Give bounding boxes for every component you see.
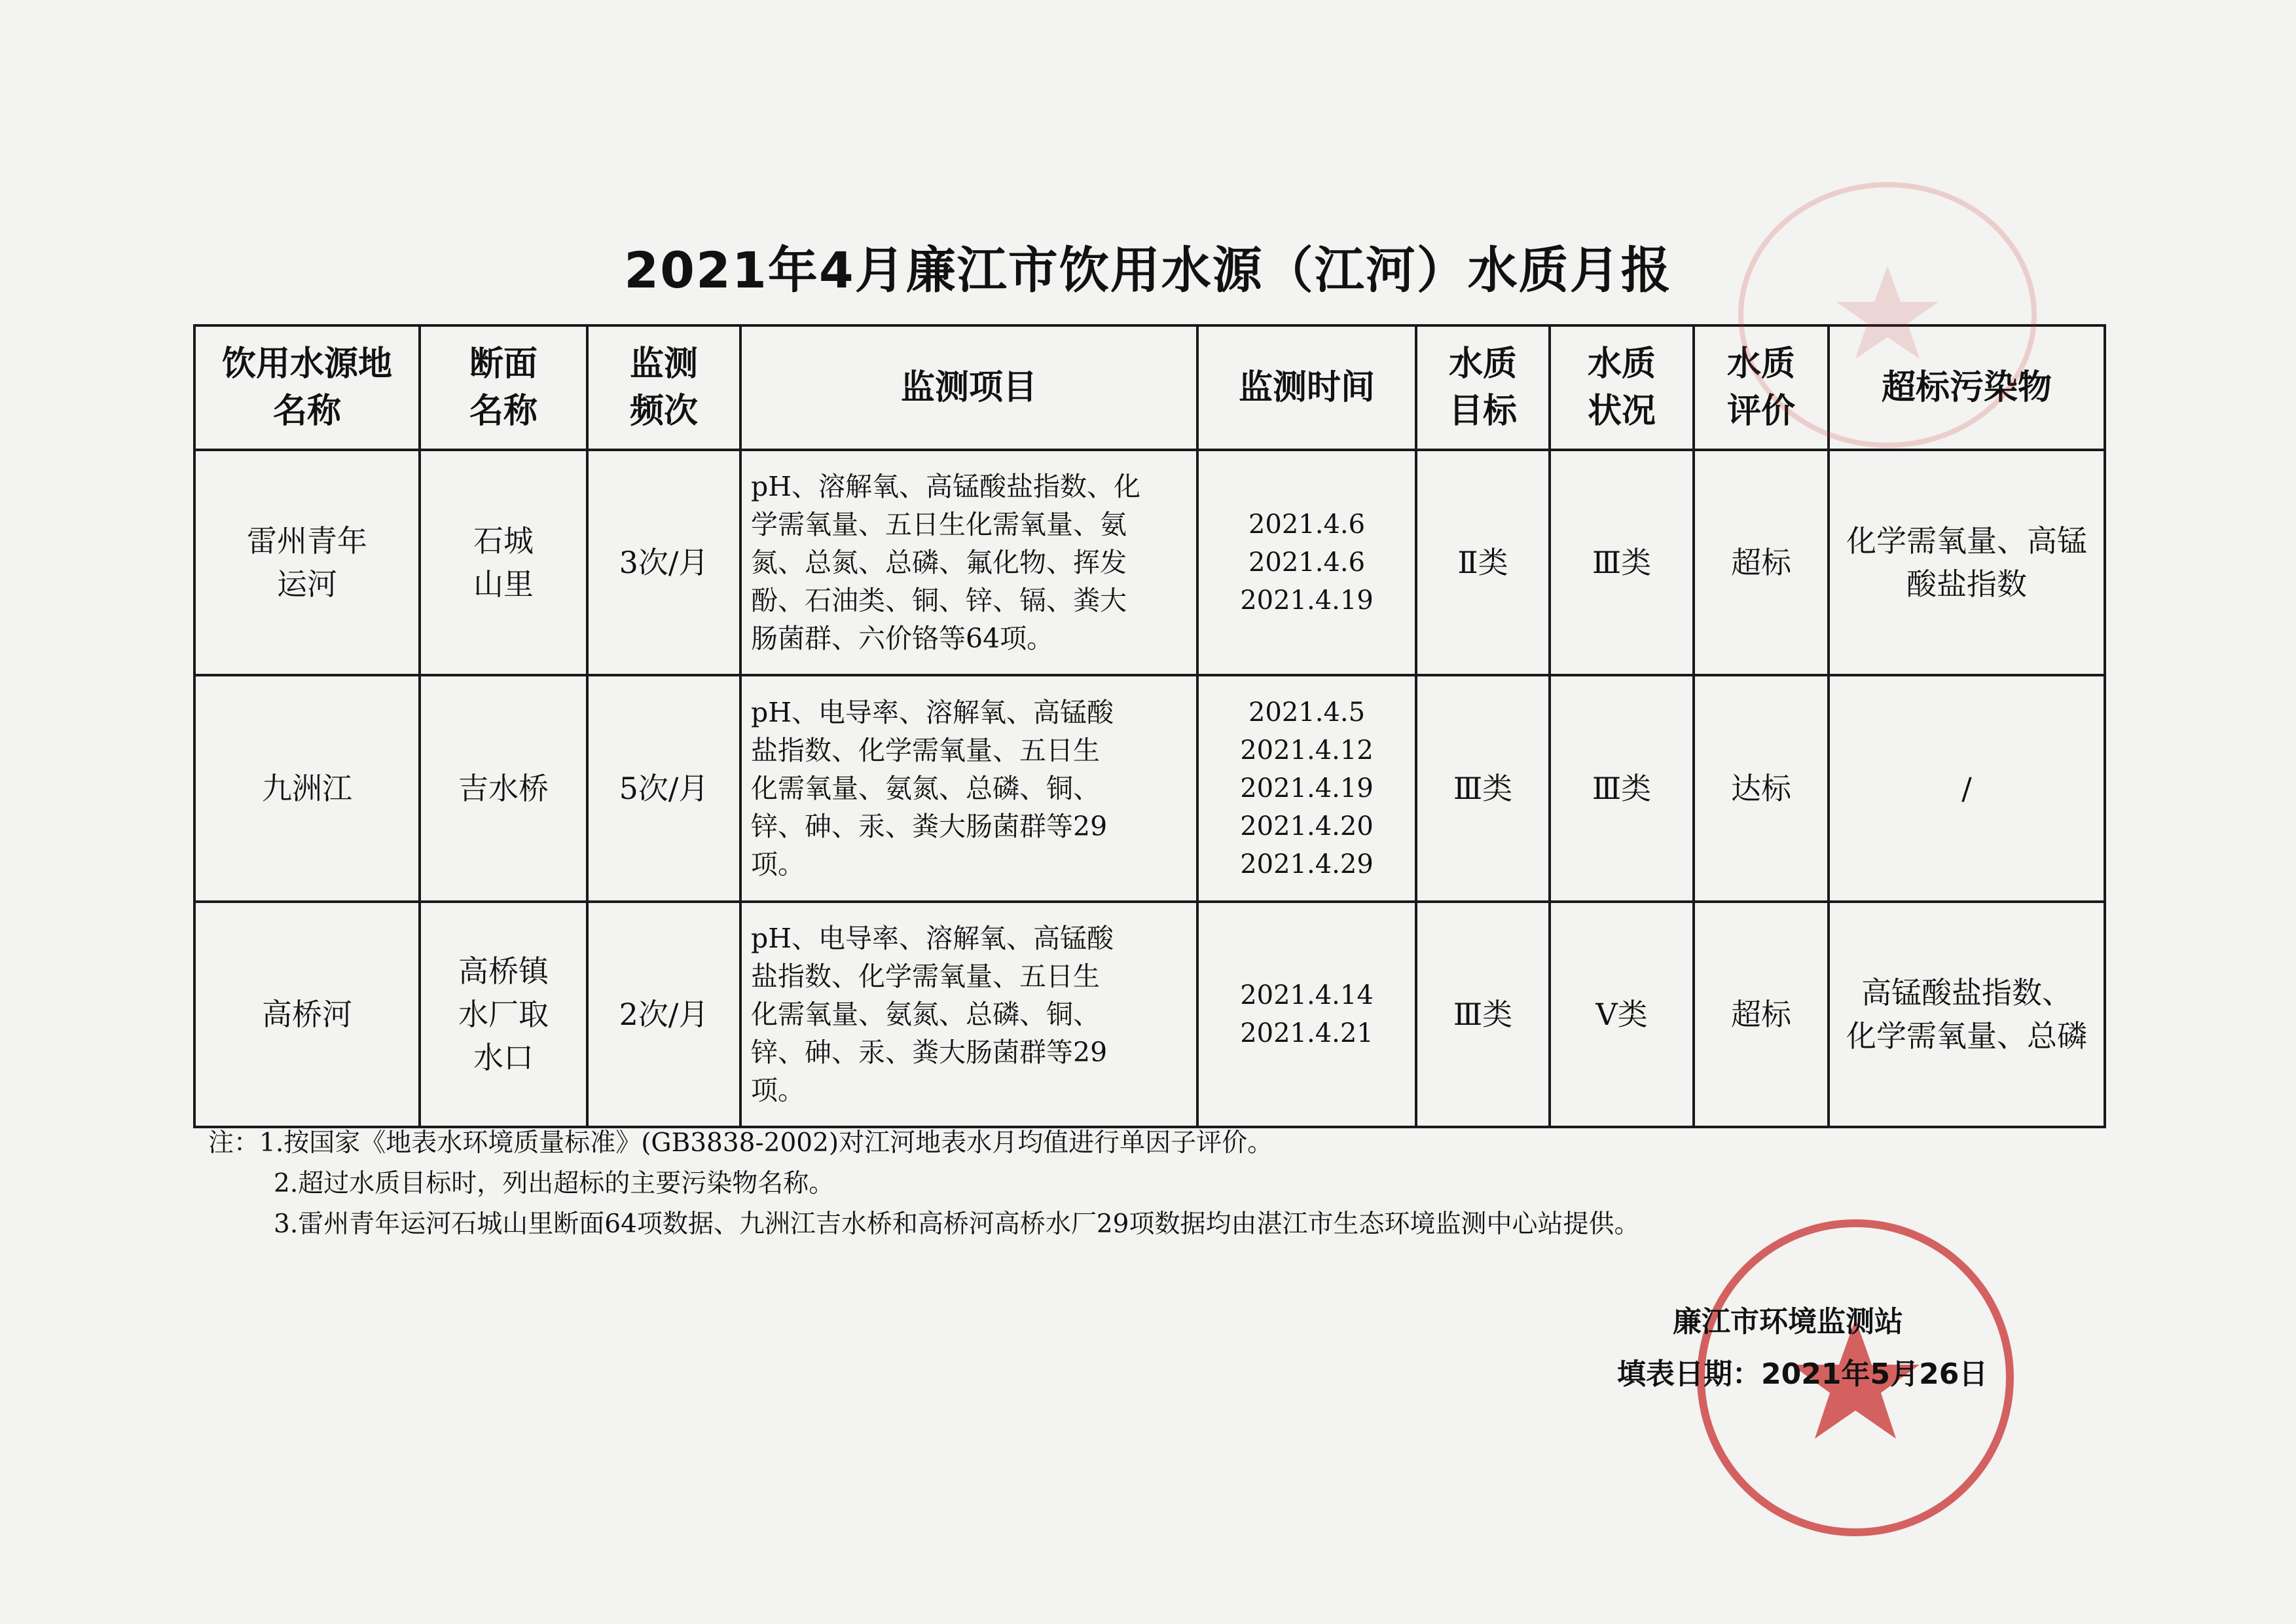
header-source-name: 饮用水源地 名称 xyxy=(194,325,420,450)
source-name-cell: 九洲江 xyxy=(194,675,420,902)
target-cell: Ⅱ类 xyxy=(1416,450,1550,675)
target-cell: Ⅲ类 xyxy=(1416,902,1550,1127)
header-status: 水质 状况 xyxy=(1550,325,1694,450)
dates-cell: 2021.4.5 2021.4.12 2021.4.19 2021.4.20 2021.4.29 xyxy=(1197,675,1416,902)
target-cell: Ⅲ类 xyxy=(1416,675,1550,902)
status-cell: Ⅲ类 xyxy=(1550,450,1694,675)
fill-date: 填表日期：2021年5月26日 xyxy=(1617,1357,1988,1391)
status-cell: Ⅴ类 xyxy=(1550,902,1694,1127)
dates-cell: 2021.4.14 2021.4.21 xyxy=(1197,902,1416,1127)
evaluation-cell: 超标 xyxy=(1694,450,1829,675)
source-name-cell: 雷州青年 运河 xyxy=(194,450,420,675)
pollutants-cell: 化学需氧量、高锰 酸盐指数 xyxy=(1829,450,2105,675)
header-pollutants: 超标污染物 xyxy=(1829,325,2105,450)
organization-name: 廉江市环境监测站 xyxy=(1673,1305,1903,1338)
frequency-cell: 5次/月 xyxy=(587,675,740,902)
seal-star-icon xyxy=(1743,187,2032,443)
evaluation-cell: 超标 xyxy=(1694,902,1829,1127)
items-cell: pH、电导率、溶解氧、高锰酸 盐指数、化学需氧量、五日生 化需氧量、氨氮、总磷、铜、 锌、砷、汞、粪大肠菌群等29 项。 xyxy=(740,675,1197,902)
header-section-name: 断面 名称 xyxy=(420,325,587,450)
section-name-cell: 高桥镇 水厂取 水口 xyxy=(420,902,587,1127)
pollutants-cell: / xyxy=(1829,675,2105,902)
items-cell: pH、电导率、溶解氧、高锰酸 盐指数、化学需氧量、五日生 化需氧量、氨氮、总磷、铜、 锌、砷、汞、粪大肠菌群等29 项。 xyxy=(740,902,1197,1127)
section-name-cell: 石城 山里 xyxy=(420,450,587,675)
status-cell: Ⅲ类 xyxy=(1550,675,1694,902)
note-1: 注：1.按国家《地表水环境质量标准》(GB3838-2002)对江河地表水月均值进行单因子评价。 xyxy=(208,1128,1273,1158)
page-title: 2021年4月廉江市饮用水源（江河）水质月报 xyxy=(624,241,1672,299)
items-cell: pH、溶解氧、高锰酸盐指数、化 学需氧量、五日生化需氧量、氨 氮、总氮、总磷、氟化物、挥发 酚、石油类、铜、锌、镉、粪大 肠菌群、六价铬等64项。 xyxy=(740,450,1197,675)
frequency-cell: 2次/月 xyxy=(587,902,740,1127)
pollutants-cell: 高锰酸盐指数、 化学需氧量、总磷 xyxy=(1829,902,2105,1127)
section-name-cell: 吉水桥 xyxy=(420,675,587,902)
note-2: 2.超过水质目标时，列出超标的主要污染物名称。 xyxy=(274,1169,835,1198)
notes xyxy=(208,1123,1639,1245)
water-quality-table xyxy=(193,324,2106,1128)
header-items: 监测项目 xyxy=(740,325,1197,450)
faded-seal-top xyxy=(1738,182,2037,448)
header-target: 水质 目标 xyxy=(1416,325,1550,450)
table-row xyxy=(194,675,2105,902)
table-row xyxy=(194,902,2105,1127)
evaluation-cell: 达标 xyxy=(1694,675,1829,902)
header-dates: 监测时间 xyxy=(1197,325,1416,450)
note-3: 3.雷州青年运河石城山里断面64项数据、九洲江吉水桥和高桥河高桥水厂29项数据均由湛江市生态环境监测中心站提供。 xyxy=(274,1209,1640,1239)
table-row xyxy=(194,450,2105,675)
dates-cell: 2021.4.6 2021.4.6 2021.4.19 xyxy=(1197,450,1416,675)
source-name-cell: 高桥河 xyxy=(194,902,420,1127)
frequency-cell: 3次/月 xyxy=(587,450,740,675)
header-evaluation: 水质 评价 xyxy=(1694,325,1829,450)
header-frequency: 监测 频次 xyxy=(587,325,740,450)
